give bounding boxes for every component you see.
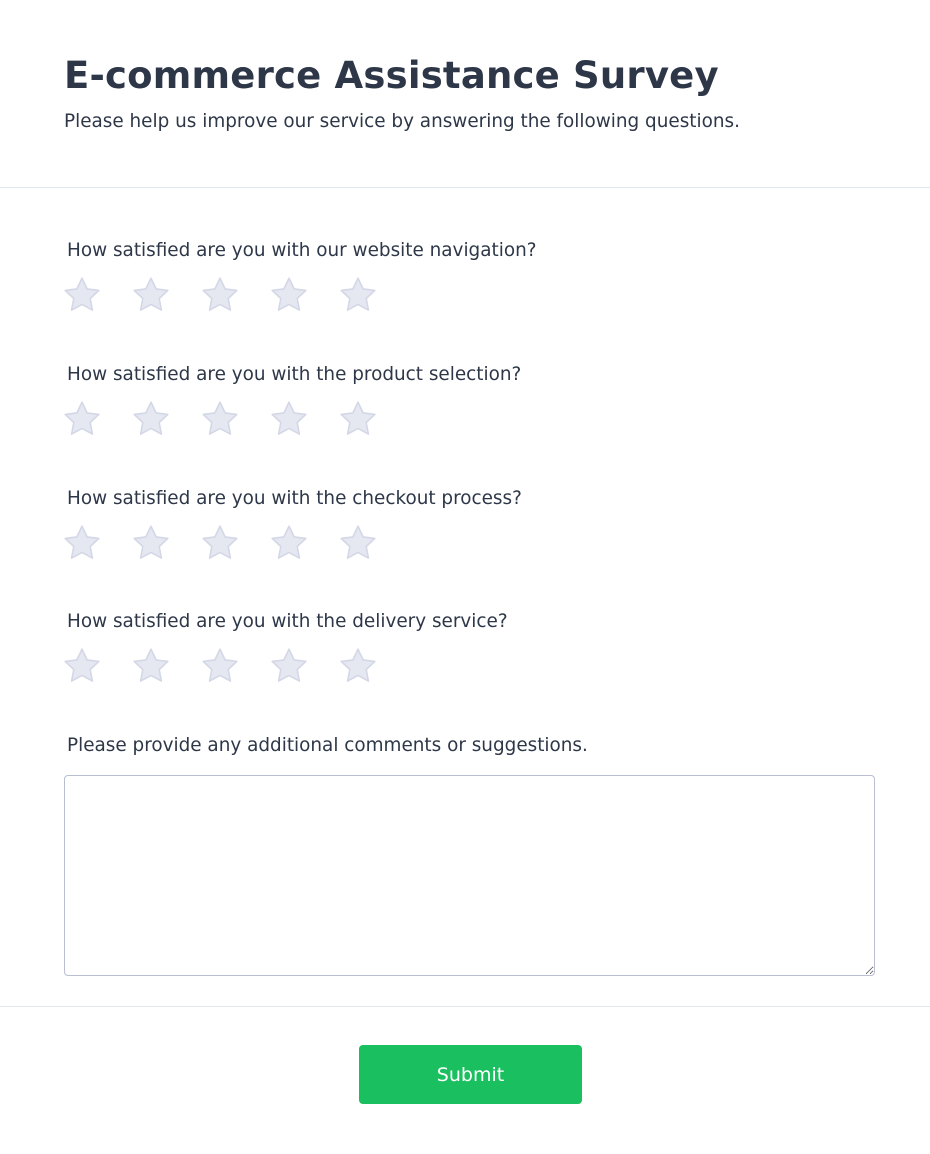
star-icon[interactable]: [200, 399, 240, 439]
star-icon[interactable]: [62, 275, 102, 315]
question-label: How satisfied are you with our website navigation?: [67, 240, 537, 261]
question-website-navigation: [67, 239, 867, 263]
star-icon[interactable]: [62, 399, 102, 439]
star-icon[interactable]: [200, 523, 240, 563]
star-icon[interactable]: [62, 523, 102, 563]
star-icon[interactable]: [269, 646, 309, 686]
comments-label: Please provide any additional comments or suggestions.: [67, 735, 588, 756]
star-icon[interactable]: [131, 523, 171, 563]
question-label: How satisfied are you with the checkout process?: [67, 488, 522, 509]
star-icon[interactable]: [131, 399, 171, 439]
question-product-selection: [67, 363, 867, 387]
survey-header: [0, 0, 930, 188]
star-rating: [62, 523, 402, 563]
star-icon[interactable]: [338, 275, 378, 315]
star-icon[interactable]: [200, 275, 240, 315]
star-icon[interactable]: [338, 523, 378, 563]
question-delivery-service: [67, 610, 867, 634]
star-rating: [62, 275, 402, 315]
star-icon[interactable]: [269, 523, 309, 563]
star-icon[interactable]: [269, 275, 309, 315]
star-icon[interactable]: [269, 399, 309, 439]
question-label: How satisfied are you with the product selection?: [67, 364, 522, 385]
star-icon[interactable]: [200, 646, 240, 686]
page-title: E-commerce Assistance Survey: [64, 54, 719, 97]
submit-button[interactable]: Submit: [359, 1045, 582, 1104]
star-icon[interactable]: [62, 646, 102, 686]
star-rating: [62, 399, 402, 439]
comments-textarea[interactable]: [64, 775, 875, 976]
star-icon[interactable]: [338, 399, 378, 439]
star-icon[interactable]: [338, 646, 378, 686]
question-checkout-process: [67, 487, 867, 511]
question-label: How satisfied are you with the delivery service?: [67, 611, 508, 632]
footer-divider: [0, 1006, 930, 1007]
star-icon[interactable]: [131, 275, 171, 315]
star-rating: [62, 646, 402, 686]
star-icon[interactable]: [131, 646, 171, 686]
page-subtitle: Please help us improve our service by answering the following questions.: [64, 111, 740, 132]
